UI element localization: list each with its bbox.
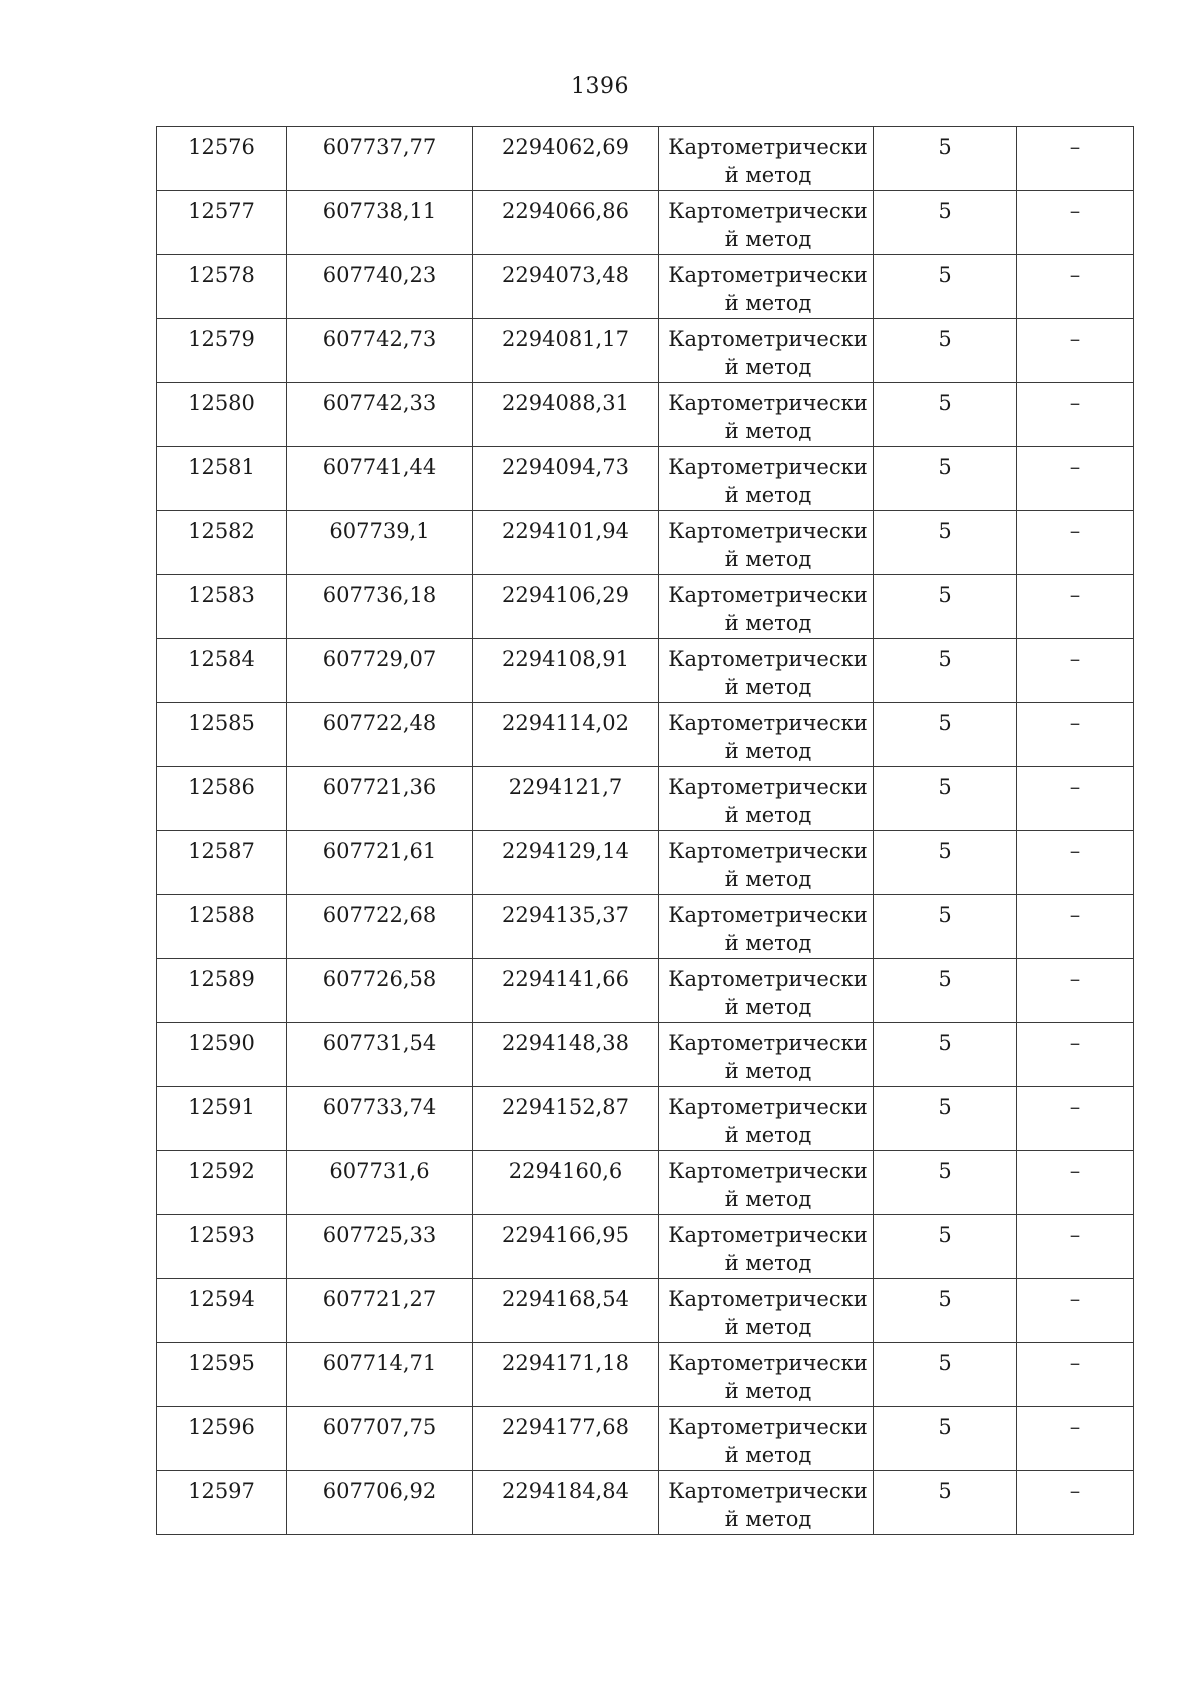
method-line-1: Картометрически [668,391,868,415]
point-id-cell: 12584 [157,639,287,703]
method-cell [659,1023,874,1087]
precision-cell: 5 [874,831,1017,895]
method-line-2: й метод [724,803,812,827]
method-line-2: й метод [724,1315,812,1339]
precision-cell: 5 [874,1407,1017,1471]
precision-cell: 5 [874,1215,1017,1279]
note-cell: – [1017,1087,1134,1151]
method-line-2: й метод [724,931,812,955]
y-coordinate-cell: 2294081,17 [473,319,659,383]
method-line-1: Картометрически [668,1351,868,1375]
y-coordinate-cell: 2294073,48 [473,255,659,319]
point-id-cell: 12579 [157,319,287,383]
table-row [157,895,1134,959]
method-line-2: й метод [724,995,812,1019]
precision-cell: 5 [874,1471,1017,1535]
method-cell [659,831,874,895]
precision-cell: 5 [874,1087,1017,1151]
table-row [157,639,1134,703]
method-line-1: Картометрически [668,839,868,863]
method-line-2: й метод [724,1187,812,1211]
point-id-cell: 12597 [157,1471,287,1535]
precision-cell: 5 [874,895,1017,959]
y-coordinate-cell: 2294066,86 [473,191,659,255]
y-coordinate-cell: 2294088,31 [473,383,659,447]
table-row [157,383,1134,447]
x-coordinate-cell: 607736,18 [287,575,473,639]
y-coordinate-cell: 2294094,73 [473,447,659,511]
note-cell: – [1017,1471,1134,1535]
method-line-2: й метод [724,1251,812,1275]
point-id-cell: 12578 [157,255,287,319]
method-line-2: й метод [724,611,812,635]
precision-cell: 5 [874,639,1017,703]
coordinates-table [156,126,1134,1535]
method-cell [659,1151,874,1215]
table-row [157,1407,1134,1471]
point-id-cell: 12582 [157,511,287,575]
method-line-1: Картометрически [668,519,868,543]
method-cell [659,319,874,383]
note-cell: – [1017,767,1134,831]
method-line-2: й метод [724,163,812,187]
method-cell [659,959,874,1023]
x-coordinate-cell: 607726,58 [287,959,473,1023]
point-id-cell: 12576 [157,127,287,191]
method-line-1: Картометрически [668,583,868,607]
page-number: 1396 [571,74,629,99]
x-coordinate-cell: 607706,92 [287,1471,473,1535]
note-cell: – [1017,895,1134,959]
note-cell: – [1017,639,1134,703]
point-id-cell: 12596 [157,1407,287,1471]
table-row [157,767,1134,831]
y-coordinate-cell: 2294108,91 [473,639,659,703]
method-line-2: й метод [724,355,812,379]
y-coordinate-cell: 2294160,6 [473,1151,659,1215]
precision-cell: 5 [874,703,1017,767]
y-coordinate-cell: 2294152,87 [473,1087,659,1151]
note-cell: – [1017,1343,1134,1407]
note-cell: – [1017,1151,1134,1215]
table-row [157,1343,1134,1407]
method-line-1: Картометрически [668,135,868,159]
point-id-cell: 12587 [157,831,287,895]
y-coordinate-cell: 2294184,84 [473,1471,659,1535]
method-line-1: Картометрически [668,1479,868,1503]
method-cell [659,127,874,191]
method-cell [659,767,874,831]
precision-cell: 5 [874,767,1017,831]
point-id-cell: 12580 [157,383,287,447]
note-cell: – [1017,319,1134,383]
x-coordinate-cell: 607729,07 [287,639,473,703]
method-cell [659,255,874,319]
note-cell: – [1017,1023,1134,1087]
method-cell [659,639,874,703]
method-line-2: й метод [724,1059,812,1083]
precision-cell: 5 [874,255,1017,319]
note-cell: – [1017,511,1134,575]
point-id-cell: 12589 [157,959,287,1023]
precision-cell: 5 [874,319,1017,383]
point-id-cell: 12590 [157,1023,287,1087]
note-cell: – [1017,127,1134,191]
y-coordinate-cell: 2294166,95 [473,1215,659,1279]
method-line-1: Картометрически [668,263,868,287]
table-row [157,1151,1134,1215]
table-row [157,255,1134,319]
precision-cell: 5 [874,1343,1017,1407]
table-row [157,703,1134,767]
method-line-2: й метод [724,419,812,443]
x-coordinate-cell: 607740,23 [287,255,473,319]
method-line-1: Картометрически [668,711,868,735]
precision-cell: 5 [874,191,1017,255]
x-coordinate-cell: 607738,11 [287,191,473,255]
x-coordinate-cell: 607739,1 [287,511,473,575]
precision-cell: 5 [874,1023,1017,1087]
x-coordinate-cell: 607714,71 [287,1343,473,1407]
table-row [157,127,1134,191]
method-line-1: Картометрически [668,1223,868,1247]
precision-cell: 5 [874,511,1017,575]
method-cell [659,191,874,255]
method-line-2: й метод [724,1507,812,1531]
note-cell: – [1017,1279,1134,1343]
method-line-1: Картометрически [668,967,868,991]
precision-cell: 5 [874,1151,1017,1215]
method-cell [659,703,874,767]
method-line-1: Картометрически [668,1415,868,1439]
x-coordinate-cell: 607731,6 [287,1151,473,1215]
x-coordinate-cell: 607741,44 [287,447,473,511]
x-coordinate-cell: 607721,36 [287,767,473,831]
table-row [157,511,1134,575]
precision-cell: 5 [874,1279,1017,1343]
note-cell: – [1017,959,1134,1023]
note-cell: – [1017,575,1134,639]
x-coordinate-cell: 607742,73 [287,319,473,383]
precision-cell: 5 [874,447,1017,511]
method-line-2: й метод [724,227,812,251]
table-row [157,1215,1134,1279]
method-cell [659,895,874,959]
point-id-cell: 12583 [157,575,287,639]
note-cell: – [1017,1407,1134,1471]
method-cell [659,1407,874,1471]
note-cell: – [1017,831,1134,895]
precision-cell: 5 [874,383,1017,447]
method-cell [659,1343,874,1407]
method-line-1: Картометрически [668,1031,868,1055]
x-coordinate-cell: 607722,48 [287,703,473,767]
method-cell [659,447,874,511]
y-coordinate-cell: 2294106,29 [473,575,659,639]
table-row [157,959,1134,1023]
table-row [157,447,1134,511]
method-line-2: й метод [724,291,812,315]
table-row [157,1023,1134,1087]
method-line-2: й метод [724,1443,812,1467]
method-line-2: й метод [724,867,812,891]
point-id-cell: 12585 [157,703,287,767]
method-cell [659,511,874,575]
x-coordinate-cell: 607721,61 [287,831,473,895]
y-coordinate-cell: 2294148,38 [473,1023,659,1087]
x-coordinate-cell: 607731,54 [287,1023,473,1087]
method-cell [659,1087,874,1151]
y-coordinate-cell: 2294135,37 [473,895,659,959]
point-id-cell: 12588 [157,895,287,959]
method-line-2: й метод [724,483,812,507]
table-row [157,191,1134,255]
precision-cell: 5 [874,959,1017,1023]
x-coordinate-cell: 607721,27 [287,1279,473,1343]
table-row [157,831,1134,895]
method-line-1: Картометрически [668,775,868,799]
method-cell [659,575,874,639]
point-id-cell: 12577 [157,191,287,255]
method-cell [659,1471,874,1535]
method-line-2: й метод [724,675,812,699]
x-coordinate-cell: 607722,68 [287,895,473,959]
x-coordinate-cell: 607733,74 [287,1087,473,1151]
point-id-cell: 12591 [157,1087,287,1151]
point-id-cell: 12581 [157,447,287,511]
method-line-2: й метод [724,739,812,763]
x-coordinate-cell: 607707,75 [287,1407,473,1471]
precision-cell: 5 [874,127,1017,191]
note-cell: – [1017,255,1134,319]
table-row [157,575,1134,639]
point-id-cell: 12595 [157,1343,287,1407]
point-id-cell: 12593 [157,1215,287,1279]
precision-cell: 5 [874,575,1017,639]
method-line-1: Картометрически [668,199,868,223]
method-line-2: й метод [724,1123,812,1147]
method-cell [659,1215,874,1279]
method-line-1: Картометрически [668,647,868,671]
y-coordinate-cell: 2294114,02 [473,703,659,767]
x-coordinate-cell: 607742,33 [287,383,473,447]
method-line-1: Картометрически [668,1159,868,1183]
method-line-1: Картометрически [668,327,868,351]
note-cell: – [1017,447,1134,511]
method-line-1: Картометрически [668,1287,868,1311]
method-line-1: Картометрически [668,455,868,479]
note-cell: – [1017,703,1134,767]
table-row [157,1279,1134,1343]
table-row [157,319,1134,383]
method-cell [659,1279,874,1343]
table-row [157,1087,1134,1151]
note-cell: – [1017,1215,1134,1279]
y-coordinate-cell: 2294129,14 [473,831,659,895]
y-coordinate-cell: 2294168,54 [473,1279,659,1343]
point-id-cell: 12594 [157,1279,287,1343]
y-coordinate-cell: 2294101,94 [473,511,659,575]
point-id-cell: 12592 [157,1151,287,1215]
x-coordinate-cell: 607737,77 [287,127,473,191]
note-cell: – [1017,383,1134,447]
method-line-1: Картометрически [668,1095,868,1119]
method-cell [659,383,874,447]
x-coordinate-cell: 607725,33 [287,1215,473,1279]
note-cell: – [1017,191,1134,255]
point-id-cell: 12586 [157,767,287,831]
y-coordinate-cell: 2294141,66 [473,959,659,1023]
y-coordinate-cell: 2294171,18 [473,1343,659,1407]
method-line-1: Картометрически [668,903,868,927]
y-coordinate-cell: 2294121,7 [473,767,659,831]
method-line-2: й метод [724,1379,812,1403]
table-body [157,127,1134,1535]
y-coordinate-cell: 2294177,68 [473,1407,659,1471]
table-row [157,1471,1134,1535]
y-coordinate-cell: 2294062,69 [473,127,659,191]
method-line-2: й метод [724,547,812,571]
